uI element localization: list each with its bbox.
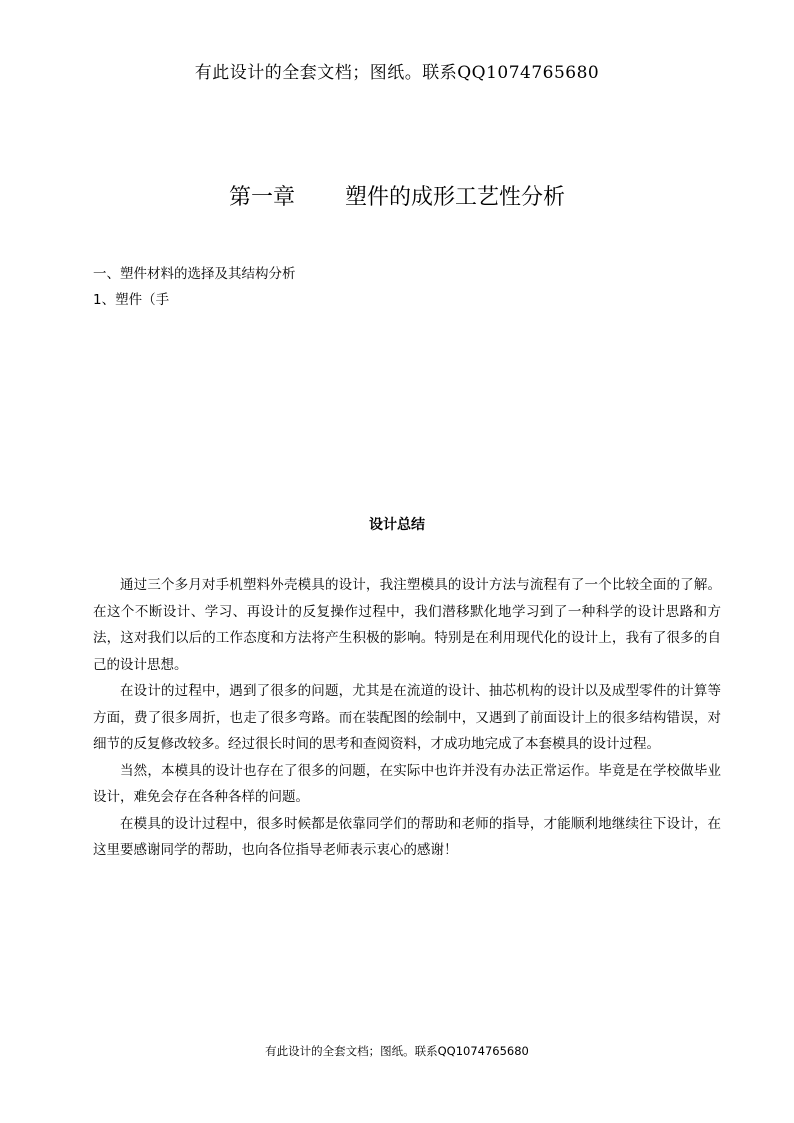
subsection-heading-part: 1、塑件（手 — [93, 292, 170, 308]
summary-paragraph: 在设计的过程中，遇到了很多的问题，尤其是在流道的设计、抽芯机构的设计以及成型零件的计算等方面，费了很多周折，也走了很多弯路。而在装配图的绘制中，又遇到了前面设计上的很多结构错误，对细节的反复修改较多。经过很长时间的思考和查阅资料，才成功地完成了本套模具的设计过程。 — [93, 683, 721, 752]
summary-paragraph: 通过三个多月对手机塑料外壳模具的设计，我注塑模具的设计方法与流程有了一个比较全面的了解。在这个不断设计、学习、再设计的反复操作过程中，我们潜移默化地学习到了一种科学的设计思路和方法，这对我们以后的工作态度和方法将产生积极的影响。特别是在利用现代化的设计上，我有了很多的自己的设计思想。 — [93, 577, 721, 673]
summary-title: 设计总结 — [369, 517, 425, 533]
summary-paragraph: 当然，本模具的设计也存在了很多的问题，在实际中也许并没有办法正常运作。毕竟是在学校做毕业设计，难免会存在各种各样的问题。 — [93, 762, 721, 805]
chapter-title — [0, 180, 794, 211]
section-heading-materials: 一、塑件材料的选择及其结构分析 — [93, 266, 296, 282]
summary-paragraph: 在模具的设计过程中，很多时候都是依靠同学们的帮助和老师的指导，才能顺利地继续往下设计，在这里要感谢同学的帮助，也向各位指导老师表示衷心的感谢！ — [93, 815, 721, 858]
chapter-number: 第一章 — [228, 185, 295, 210]
chapter-name: 塑件的成形工艺性分析 — [345, 185, 566, 210]
summary-body — [93, 572, 721, 864]
page-header: 有此设计的全套文档；图纸。联系QQ1074765680 — [194, 63, 600, 83]
page-footer: 有此设计的全套文档；图纸。联系QQ1074765680 — [265, 1044, 529, 1058]
